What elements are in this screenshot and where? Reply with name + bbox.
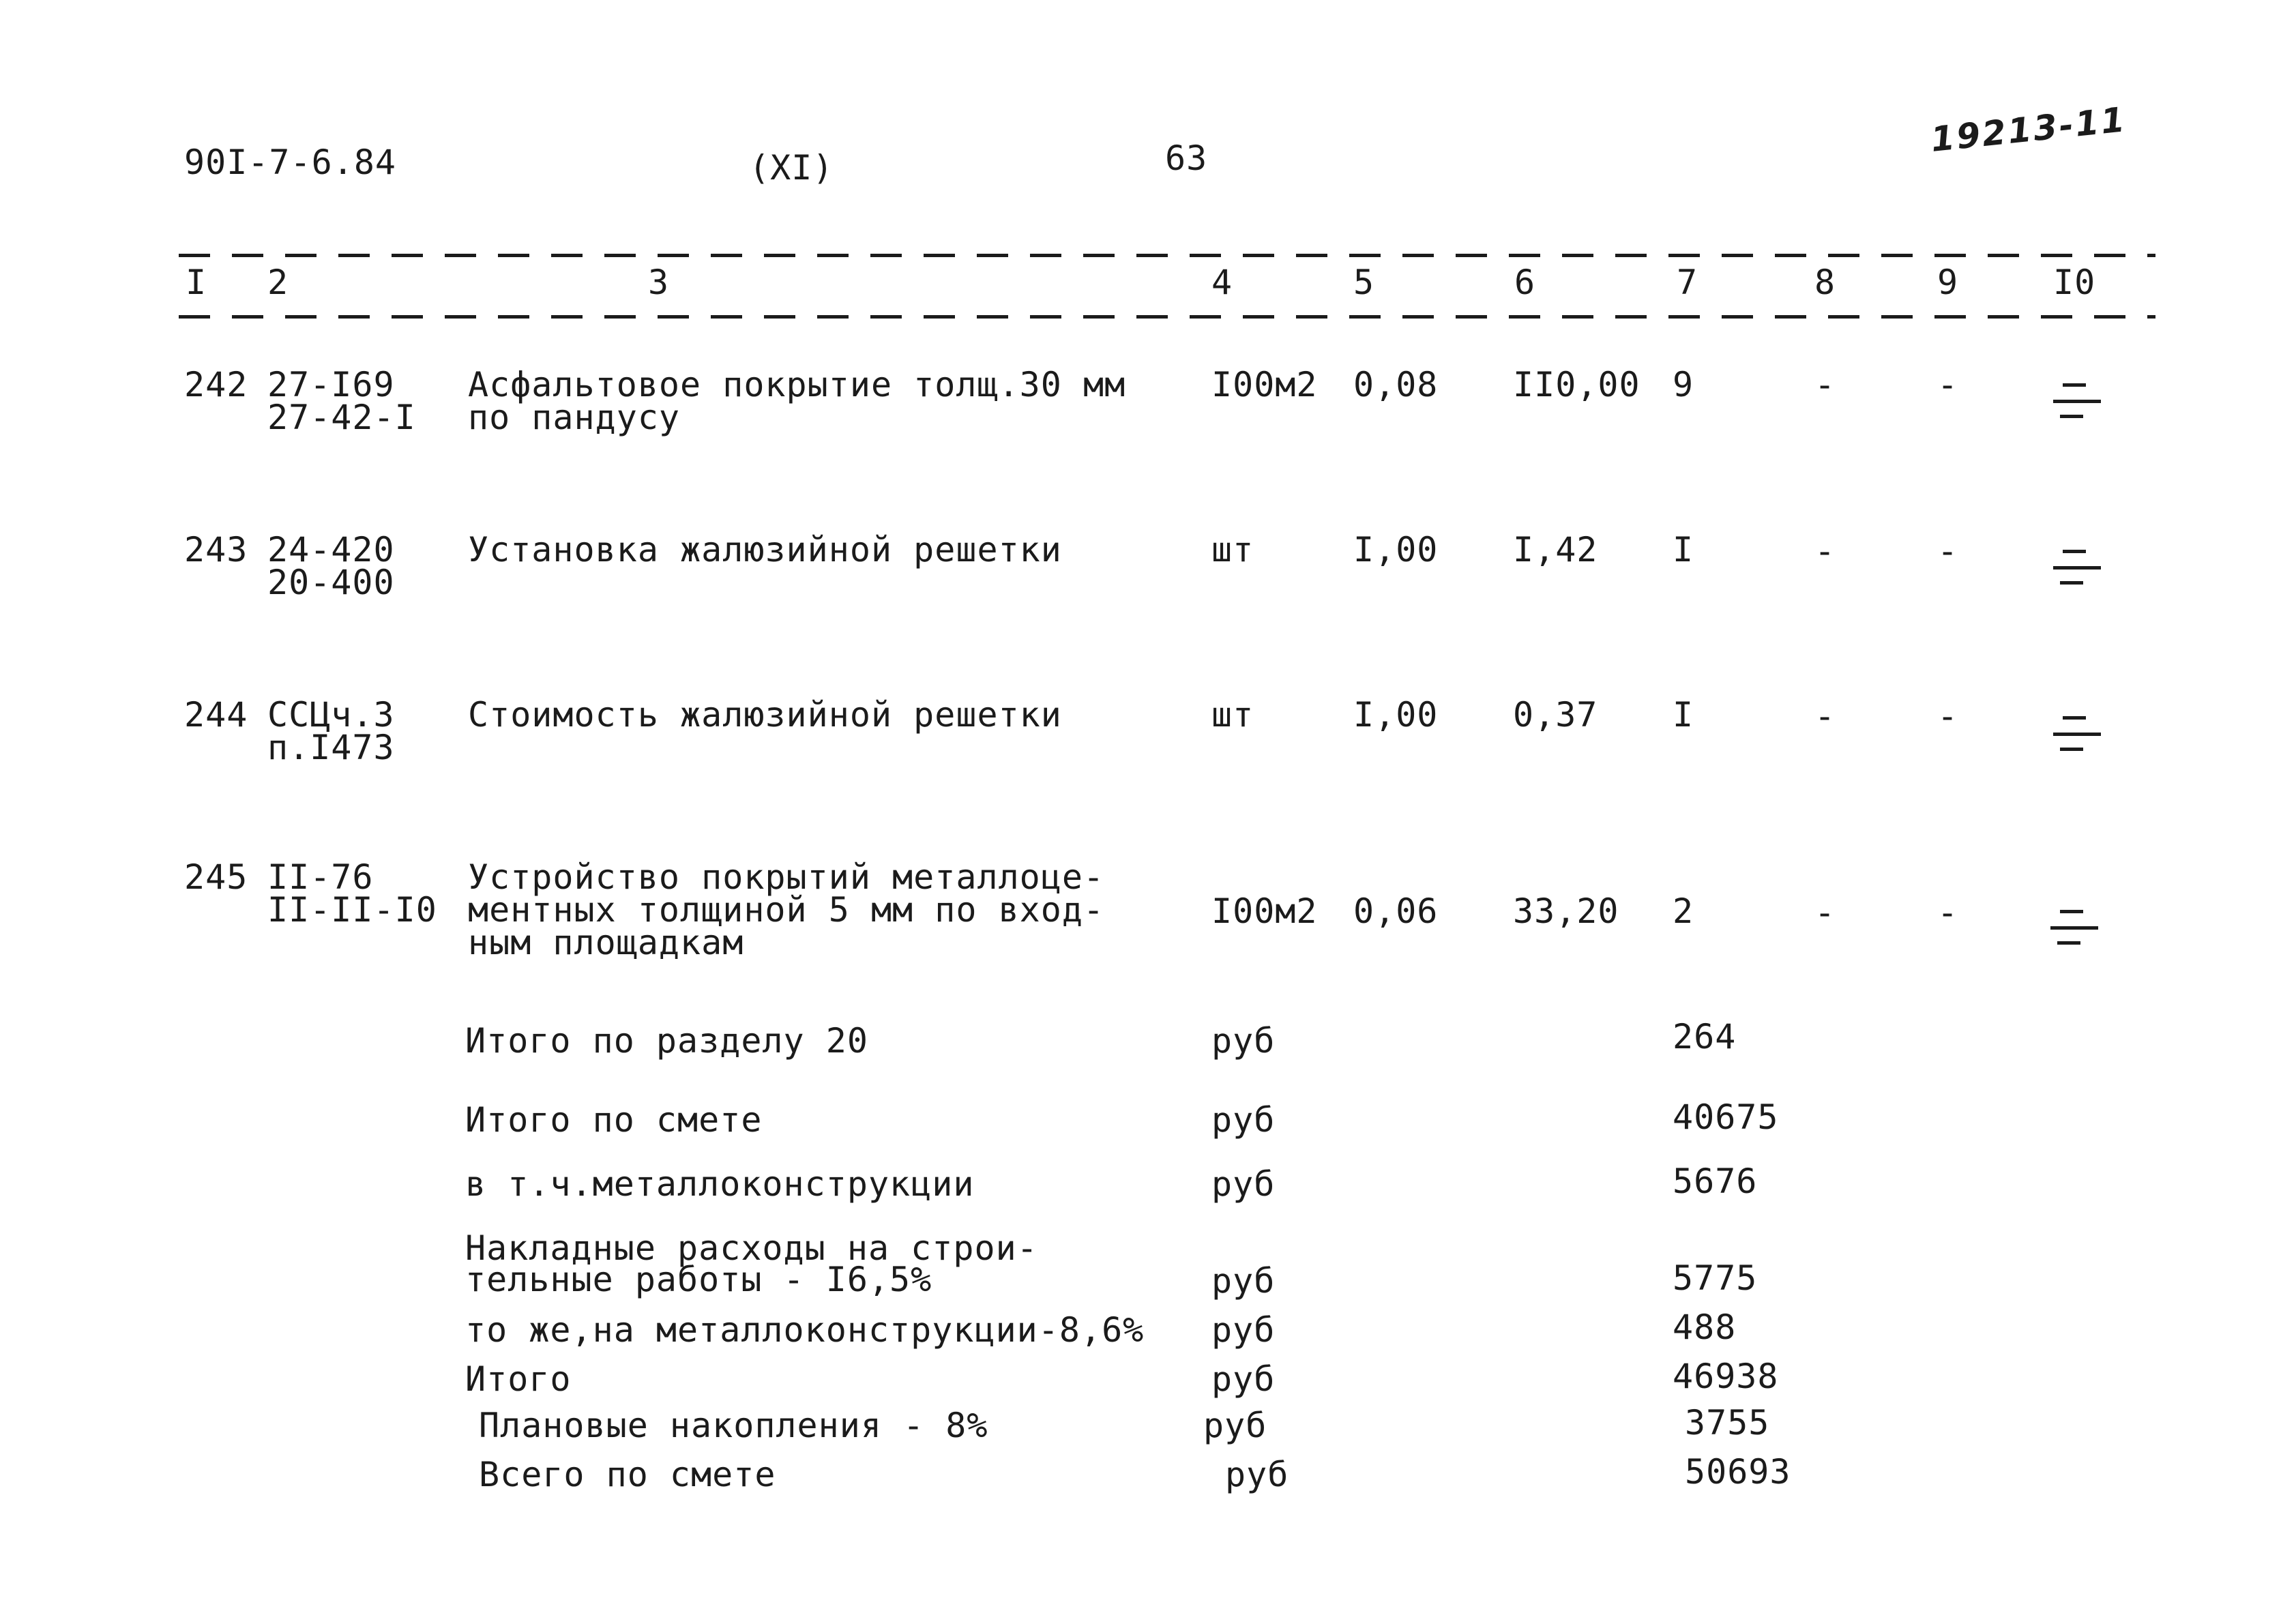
row-col9-dash: - — [1937, 893, 1959, 932]
row-code-line: 27-42-I — [267, 398, 416, 437]
summary-label: тельные работы - I6,5% — [465, 1260, 932, 1299]
summary-label: Итого по разделу 20 — [465, 1021, 868, 1061]
summary-unit: руб — [1225, 1455, 1289, 1494]
summary-value: 264 — [1673, 1017, 1737, 1056]
document-code: 90I-7-6.84 — [184, 143, 397, 182]
summary-unit: руб — [1211, 1359, 1276, 1399]
summary-value: 3755 — [1685, 1403, 1770, 1443]
row-unit: шт — [1211, 695, 1254, 735]
row-unit-price: I,42 — [1513, 530, 1598, 570]
column-header-5: 5 — [1353, 263, 1375, 302]
row-description-line: ным площадкам — [468, 923, 744, 962]
column-header-1: I — [186, 263, 207, 302]
summary-value: 5775 — [1673, 1258, 1758, 1298]
row-total: 2 — [1673, 891, 1694, 931]
row-quantity: I,00 — [1353, 530, 1439, 570]
row-quantity: 0,08 — [1353, 365, 1439, 404]
row-col9-dash: - — [1937, 365, 1959, 404]
summary-value: 46938 — [1673, 1357, 1779, 1396]
row-unit: I00м2 — [1211, 891, 1318, 931]
row-quantity: 0,06 — [1353, 891, 1439, 931]
row-code-line: II-II-I0 — [267, 890, 437, 930]
row-number: 243 — [184, 530, 248, 570]
column-header-10: I0 — [2053, 263, 2096, 302]
row-unit: I00м2 — [1211, 365, 1318, 404]
ditto-mark — [2053, 546, 2108, 593]
summary-unit: руб — [1211, 1261, 1276, 1301]
column-header-9: 9 — [1937, 263, 1959, 302]
row-description-line: Стоимость жалюзийной решетки — [468, 695, 1062, 735]
summary-unit: руб — [1211, 1164, 1276, 1204]
ditto-mark — [2053, 379, 2108, 427]
row-total: I — [1673, 530, 1694, 570]
row-col8-dash: - — [1814, 531, 1836, 571]
row-code-line: 24-420 — [267, 530, 395, 570]
row-total: I — [1673, 695, 1694, 735]
column-header-7: 7 — [1677, 263, 1698, 302]
row-col9-dash: - — [1937, 696, 1959, 736]
ditto-mark — [2050, 906, 2105, 954]
row-number: 245 — [184, 857, 248, 897]
row-description-line: Асфальтовое покрытие толщ.30 мм — [468, 365, 1126, 404]
row-code-line: ССЦч.3 — [267, 695, 395, 735]
row-description-line: Установка жалюзийной решетки — [468, 530, 1062, 570]
row-unit: шт — [1211, 530, 1254, 570]
row-unit-price: 33,20 — [1513, 891, 1619, 931]
summary-unit: руб — [1211, 1100, 1276, 1140]
row-col8-dash: - — [1814, 696, 1836, 736]
summary-value: 5676 — [1673, 1162, 1758, 1201]
column-header-2: 2 — [267, 263, 289, 302]
row-col8-dash: - — [1814, 365, 1836, 404]
summary-label: Плановые накопления - 8% — [479, 1406, 988, 1445]
ditto-mark — [2053, 712, 2108, 760]
summary-unit: руб — [1211, 1021, 1276, 1061]
row-code-line: 27-I69 — [267, 365, 395, 404]
row-code-line: п.I473 — [267, 728, 395, 767]
row-quantity: I,00 — [1353, 695, 1439, 735]
row-code-line: 20-400 — [267, 563, 395, 602]
summary-label: в т.ч.металлоконструкции — [465, 1164, 975, 1204]
row-description-line: ментных толщиной 5 мм по вход- — [468, 890, 1105, 930]
header-rule-top — [179, 254, 2155, 257]
summary-label: то же,на металлоконструкции-8,6% — [465, 1310, 1145, 1350]
column-header-3: 3 — [648, 263, 670, 302]
summary-value: 50693 — [1685, 1452, 1791, 1492]
column-header-4: 4 — [1211, 263, 1233, 302]
handwritten-stamp: 19213-11 — [1928, 100, 2129, 160]
row-col9-dash: - — [1937, 531, 1959, 571]
row-description-line: Устройство покрытий металлоце- — [468, 857, 1105, 897]
summary-label: Всего по смете — [479, 1455, 776, 1494]
row-code-line: II-76 — [267, 857, 374, 897]
summary-value: 488 — [1673, 1307, 1737, 1347]
section-number: (XI) — [749, 148, 834, 188]
summary-label: Итого по смете — [465, 1100, 763, 1140]
column-header-6: 6 — [1514, 263, 1536, 302]
row-total: 9 — [1673, 365, 1694, 404]
page-number: 63 — [1165, 138, 1208, 178]
summary-value: 40675 — [1673, 1097, 1779, 1137]
row-number: 242 — [184, 365, 248, 404]
header-rule-bottom — [179, 315, 2155, 319]
summary-label: Накладные расходы на строи- — [465, 1228, 1038, 1268]
column-header-8: 8 — [1814, 263, 1836, 302]
row-unit-price: 0,37 — [1513, 695, 1598, 735]
summary-unit: руб — [1211, 1310, 1276, 1350]
summary-unit: руб — [1203, 1406, 1267, 1445]
row-number: 244 — [184, 695, 248, 735]
row-col8-dash: - — [1814, 893, 1836, 932]
summary-label: Итого — [465, 1359, 572, 1399]
row-unit-price: II0,00 — [1513, 365, 1640, 404]
row-description-line: по пандусу — [468, 398, 681, 437]
